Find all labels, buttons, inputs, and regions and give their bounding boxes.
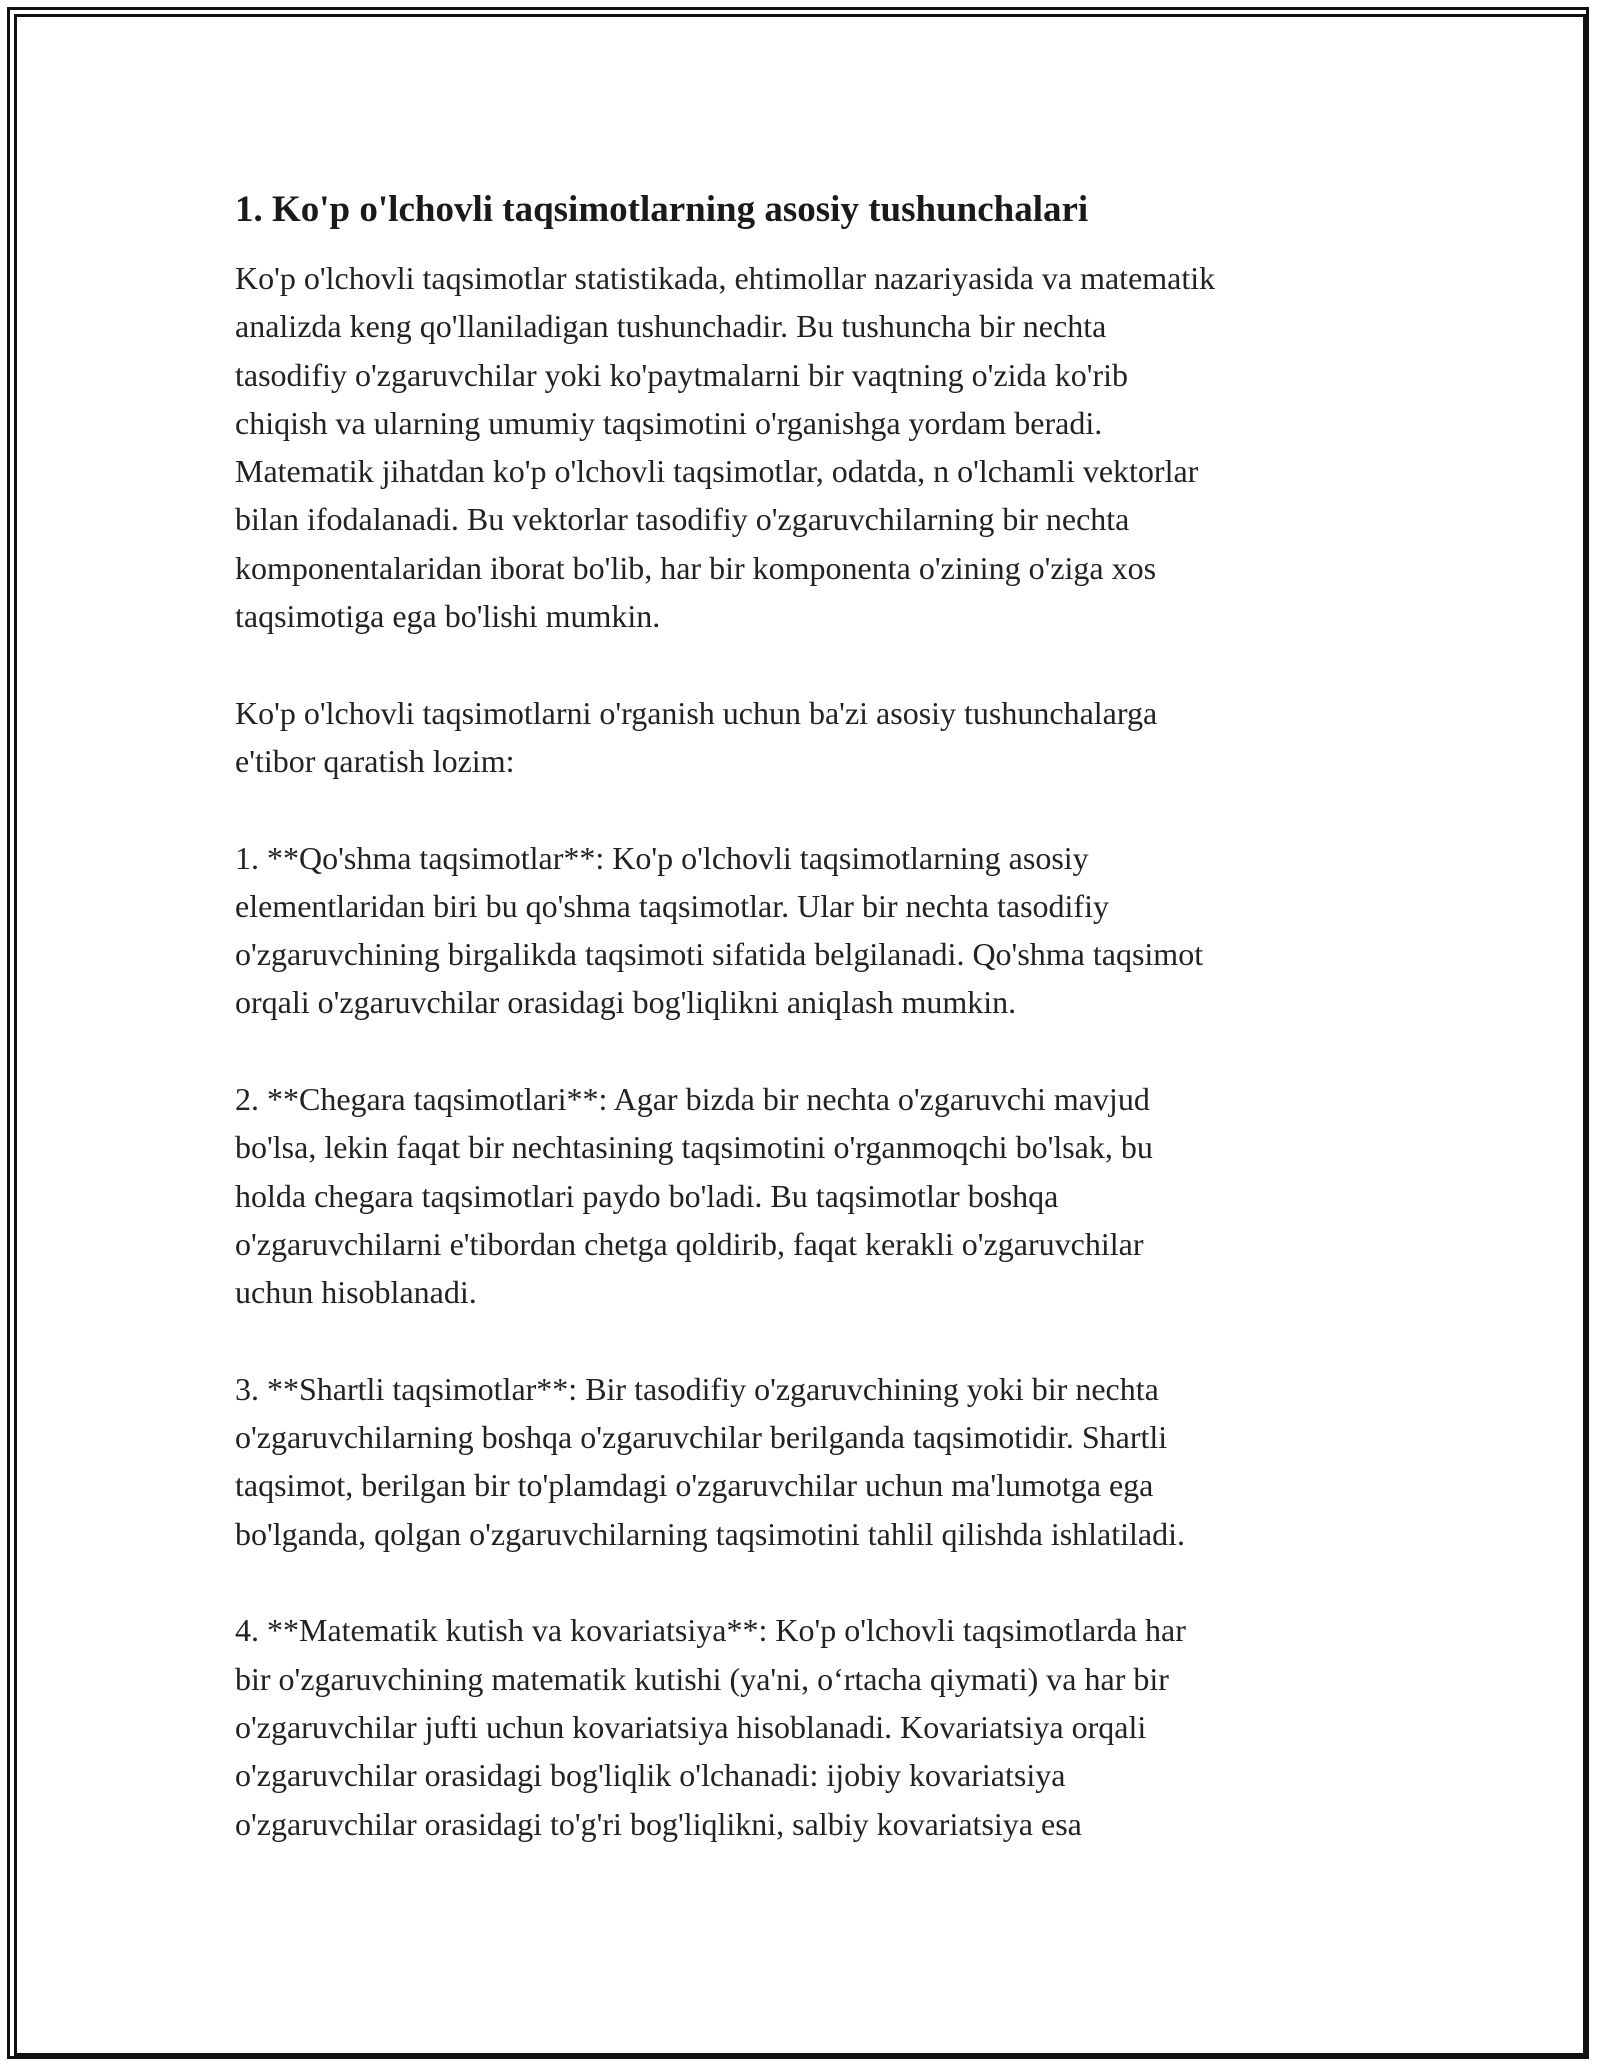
text-line: analizda keng qo'llaniladigan tushunchadir. Bu tushuncha bir nechta: [235, 308, 1107, 345]
text-line: uchun hisoblanadi.: [235, 1274, 477, 1311]
text-line: taqsimotiga ega bo'lishi mumkin.: [235, 598, 661, 635]
list-item-joint-distributions: [235, 834, 1385, 1027]
text-line: bo'lsa, lekin faqat bir nechtasining taqsimotini o'rganmoqchi bo'lsak, bu: [235, 1129, 1153, 1166]
text-line: 2. **Chegara taqsimotlari**: Agar bizda bir nechta o'zgaruvchi mavjud: [235, 1081, 1150, 1118]
text-line: o'zgaruvchilar jufti uchun kovariatsiya hisoblanadi. Kovariatsiya orqali: [235, 1708, 1147, 1745]
text-line: Ko'p o'lchovli taqsimotlar statistikada, ehtimollar nazariyasida va matematik: [235, 260, 1216, 296]
text-line: orqali o'zgaruvchilar orasidagi bog'liqlikni aniqlash mumkin.: [235, 984, 1017, 1021]
text-line: elementlaridan biri bu qo'shma taqsimotlar. Ular bir nechta tasodifiy: [235, 887, 1109, 924]
text-line: taqsimot, berilgan bir to'plamdagi o'zgaruvchilar uchun ma'lumotga ega: [235, 1467, 1154, 1504]
text-line: 3. **Shartli taqsimotlar**: Bir tasodifiy o'zgaruvchining yoki bir nechta: [235, 1370, 1159, 1407]
text-line: Ko'p o'lchovli taqsimotlarni o'rganish uchun ba'zi asosiy tushunchalarga: [235, 694, 1158, 731]
text-line: e'tibor qaratish lozim:: [235, 742, 515, 779]
text-line: o'zgaruvchilar orasidagi to'g'ri bog'liqlikni, salbiy kovariatsiya esa: [235, 1805, 1082, 1842]
text-line: chiqish va ularning umumiy taqsimotini o'rganishga yordam beradi.: [235, 404, 1103, 441]
document-body: [235, 188, 1385, 1896]
list-item-expectation-covariance: [235, 1606, 1385, 1847]
text-line: 1. **Qo'shma taqsimotlar**: Ko'p o'lchovli taqsimotlarning asosiy: [235, 839, 1089, 876]
text-line: o'zgaruvchilar orasidagi bog'liqlik o'lchanadi: ijobiy kovariatsiya: [235, 1757, 1066, 1794]
text-line: o'zgaruvchilarni e'tibordan chetga qoldirib, faqat kerakli o'zgaruvchilar: [235, 1225, 1144, 1262]
text-line: o'zgaruvchining birgalikda taqsimoti sifatida belgilanadi. Qo'shma taqsimot: [235, 936, 1204, 973]
text-line: bo'lganda, qolgan o'zgaruvchilarning taqsimotini tahlil qilishda ishlatiladi.: [235, 1515, 1186, 1552]
text-line: Matematik jihatdan ko'p o'lchovli taqsimotlar, odatda, n o'lchamli vektorlar: [235, 453, 1199, 490]
text-line: holda chegara taqsimotlari paydo bo'ladi. Bu taqsimotlar boshqa: [235, 1177, 1059, 1214]
text-line: 4. **Matematik kutish va kovariatsiya**: Ko'p o'lchovli taqsimotlarda har: [235, 1612, 1186, 1649]
list-item-marginal-distributions: [235, 1075, 1385, 1316]
list-item-conditional-distributions: [235, 1365, 1385, 1558]
section-heading: 1. Ko'p o'lchovli taqsimotlarning asosiy tushunchalari: [235, 189, 1089, 230]
text-line: bir o'zgaruvchining matematik kutishi (ya'ni, o‘rtacha qiymati) va har bir: [235, 1660, 1169, 1697]
paragraph-lead-in: [235, 689, 1385, 786]
paragraph-intro: [235, 254, 1385, 640]
text-line: komponentalaridan iborat bo'lib, har bir komponenta o'zining o'ziga xos: [235, 549, 1157, 586]
text-line: bilan ifodalanadi. Bu vektorlar tasodifiy o'zgaruvchilarning bir nechta: [235, 501, 1130, 538]
text-line: tasodifiy o'zgaruvchilar yoki ko'paytmalarni bir vaqtning o'zida ko'rib: [235, 356, 1129, 393]
text-line: o'zgaruvchilarning boshqa o'zgaruvchilar berilganda taqsimotidir. Shartli: [235, 1419, 1168, 1456]
